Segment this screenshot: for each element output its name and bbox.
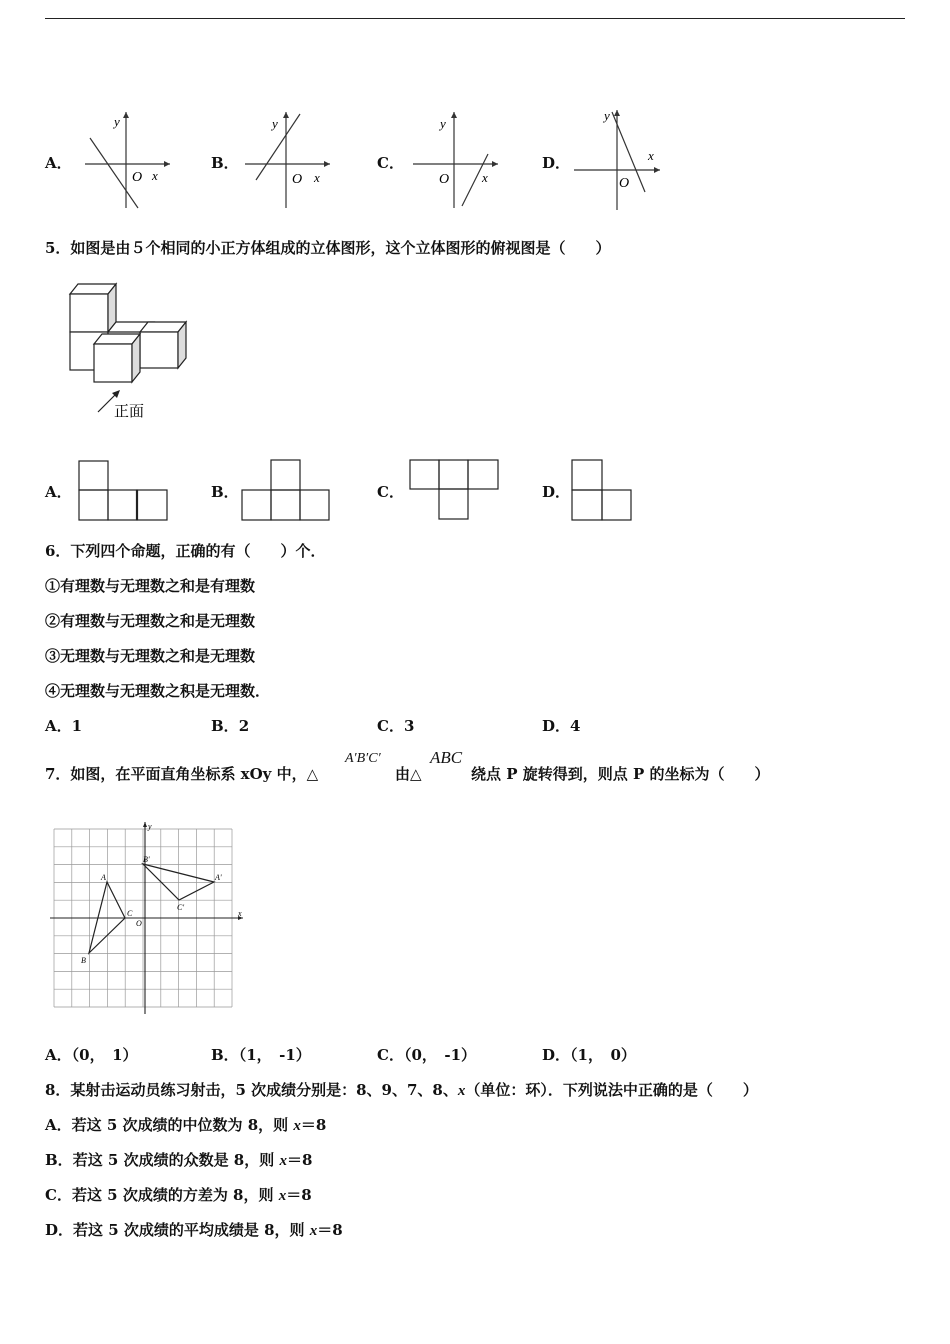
q4-a-x: x bbox=[152, 168, 158, 183]
q8-option-b-label: B． bbox=[45, 1151, 73, 1169]
q5-option-a-figure[interactable] bbox=[78, 460, 170, 522]
q6-option-a[interactable] bbox=[45, 716, 82, 736]
q6-statement-1: ①有理数与无理数之和是有理数 bbox=[45, 577, 256, 595]
q8-option-b-eq: ＝8 bbox=[286, 1151, 313, 1169]
q7-coordinate-grid[interactable] bbox=[50, 818, 250, 1018]
q6-statement-4: ④无理数与无理数之积是无理数． bbox=[45, 682, 271, 700]
q4-b-o: O bbox=[292, 172, 303, 187]
q7-option-d-label: D． bbox=[542, 1046, 571, 1064]
q8-question-part1: 8．某射击运动员练习射击，5 次成绩分别是：8、9、7、8、 bbox=[45, 1081, 458, 1099]
q4-graph-b[interactable] bbox=[240, 108, 335, 213]
q8-option-a[interactable] bbox=[45, 1115, 326, 1136]
q7-triangle-a1b1c1: A′B′C′ bbox=[345, 751, 381, 766]
q8-option-b-var: x bbox=[279, 1153, 287, 1169]
q7-label-c1: C' bbox=[177, 903, 185, 912]
q8-option-b[interactable] bbox=[45, 1150, 312, 1171]
q7-option-c-value: （0， -1） bbox=[403, 1046, 477, 1064]
q7-triangle-abc: ABC bbox=[430, 748, 463, 767]
q8-option-d-text: 若这 5 次成绩的平均成绩是 8，则 bbox=[73, 1221, 310, 1239]
q7-label-a1: A' bbox=[215, 873, 222, 882]
q8-question bbox=[45, 1080, 758, 1101]
q8-option-c-eq: ＝8 bbox=[286, 1186, 312, 1204]
q8-option-c-text: 若这 5 次成绩的方差为 8，则 bbox=[71, 1186, 279, 1204]
q7-label-a: A bbox=[101, 873, 106, 882]
header-rule bbox=[45, 18, 905, 19]
q6-option-c-value: 3 bbox=[403, 717, 415, 735]
q5-cube-figure bbox=[62, 278, 197, 426]
q8-option-c-label: C． bbox=[45, 1186, 72, 1204]
q6-option-d-value: 4 bbox=[570, 717, 581, 735]
q7-label-b1: B' bbox=[143, 855, 150, 864]
q4-c-o: O bbox=[439, 172, 450, 187]
q4-a-o: O bbox=[132, 170, 143, 185]
q7-option-b[interactable] bbox=[211, 1045, 311, 1065]
q5-option-b-figure[interactable] bbox=[240, 458, 332, 522]
q4-d-y: y bbox=[604, 108, 610, 123]
q4-graph-d[interactable] bbox=[570, 104, 665, 214]
q6-option-d[interactable] bbox=[542, 716, 580, 736]
q6-statement-3: ③无理数与无理数之和是无理数 bbox=[45, 647, 256, 665]
q4-graph-a[interactable] bbox=[80, 108, 175, 213]
q7-y-label: y bbox=[148, 822, 152, 831]
q4-option-b-label: B． bbox=[211, 154, 239, 172]
q5-option-b-label: B． bbox=[211, 483, 239, 501]
q7-option-a[interactable] bbox=[45, 1045, 138, 1065]
q5-option-d-label: D． bbox=[542, 483, 571, 501]
q4-b-y: y bbox=[272, 116, 278, 131]
q4-c-x: x bbox=[482, 170, 488, 185]
q6-option-b-value: 2 bbox=[238, 717, 250, 735]
q7-origin-label: O bbox=[136, 919, 142, 928]
q6-question: 6．下列四个命题，正确的有（ ）个． bbox=[45, 542, 326, 560]
q8-option-a-text: 若这 5 次成绩的中位数为 8，则 bbox=[71, 1116, 294, 1134]
q5-option-a-label: A． bbox=[45, 483, 72, 501]
q8-option-a-label: A． bbox=[45, 1116, 72, 1134]
q8-option-a-eq: ＝8 bbox=[300, 1116, 327, 1134]
q8-option-b-text: 若这 5 次成绩的众数是 8，则 bbox=[72, 1151, 280, 1169]
q7-option-d[interactable] bbox=[542, 1045, 636, 1065]
q7-x-label: x bbox=[238, 909, 242, 918]
q6-option-b-label: B． bbox=[211, 717, 239, 735]
q5-front-label: 正面 bbox=[114, 404, 145, 420]
q4-option-a-label: A． bbox=[45, 154, 72, 172]
q5-option-c-figure[interactable] bbox=[408, 458, 502, 522]
q8-option-c-var: x bbox=[278, 1188, 287, 1204]
q4-a-y: y bbox=[114, 114, 120, 129]
q6-option-a-label: A． bbox=[45, 717, 72, 735]
q7-question-part3: 绕点 P 旋转得到，则点 P 的坐标为（ ） bbox=[471, 765, 770, 783]
q8-option-d-eq: ＝8 bbox=[317, 1221, 343, 1239]
q7-option-b-label: B． bbox=[211, 1046, 239, 1064]
q7-question-part2: 由△ bbox=[395, 765, 422, 783]
q8-option-d[interactable] bbox=[45, 1220, 343, 1241]
q4-b-x: x bbox=[314, 170, 320, 185]
q7-label-b: B bbox=[81, 956, 86, 965]
q5-option-c-label: C． bbox=[377, 483, 404, 501]
q5-option-d-figure[interactable] bbox=[570, 458, 634, 522]
q7-option-a-value: （0， 1） bbox=[71, 1046, 138, 1064]
q6-option-b[interactable] bbox=[211, 716, 249, 736]
q6-option-a-value: 1 bbox=[71, 717, 83, 735]
q8-option-a-var: x bbox=[293, 1118, 301, 1134]
q4-graph-c[interactable] bbox=[408, 108, 503, 213]
q8-question-part2: （单位：环）．下列说法中正确的是（ ） bbox=[465, 1081, 758, 1099]
q8-variable: x bbox=[457, 1083, 466, 1099]
q6-statement-2: ②有理数与无理数之和是无理数 bbox=[45, 612, 256, 630]
q5-question: 5．如图是由５个相同的小正方体组成的立体图形，这个立体图形的俯视图是（ ） bbox=[45, 239, 611, 257]
q6-option-c[interactable] bbox=[377, 716, 414, 736]
q7-option-c-label: C． bbox=[377, 1046, 404, 1064]
q8-option-d-label: D． bbox=[45, 1221, 74, 1239]
q4-c-y: y bbox=[440, 116, 446, 131]
q4-option-d-label: D． bbox=[542, 154, 571, 172]
q4-option-c-label: C． bbox=[377, 154, 404, 172]
q4-d-x: x bbox=[648, 148, 654, 163]
q7-label-c: C bbox=[127, 909, 133, 918]
q4-d-o: O bbox=[619, 176, 630, 191]
q8-option-c[interactable] bbox=[45, 1185, 312, 1206]
q6-option-c-label: C． bbox=[377, 717, 404, 735]
q8-option-d-var: x bbox=[309, 1223, 318, 1239]
q7-option-c[interactable] bbox=[377, 1045, 476, 1065]
q7-option-b-value: （1， -1） bbox=[238, 1046, 311, 1064]
q7-question-part1: 7．如图，在平面直角坐标系 xOy 中，△ bbox=[45, 765, 319, 783]
q7-option-d-value: （1， 0） bbox=[570, 1046, 636, 1064]
q6-option-d-label: D． bbox=[542, 717, 571, 735]
q7-option-a-label: A． bbox=[45, 1046, 72, 1064]
